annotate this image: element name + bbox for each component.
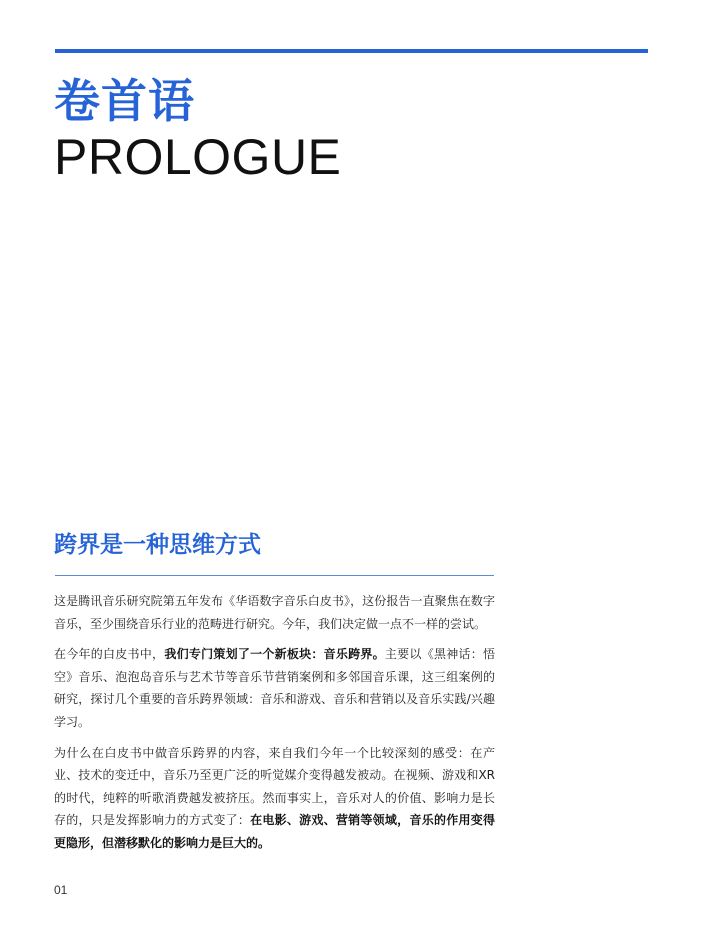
- paragraph-3-text: 为什么在白皮书中做音乐跨界的内容，来自我们今年一个比较深刻的感受：在产业、技术的变迁中，音乐乃至更广泛的听觉媒介变得越发被动。在视频、游戏和XR的时代，纯粹的听歌消费越发被挤压。然而事实上，音乐对人的价值、影响力是长存的，只是发挥影响力的方式变了：: [54, 745, 495, 828]
- page-number: 01: [54, 883, 68, 897]
- section-heading: 跨界是一种思维方式: [54, 532, 261, 558]
- paragraph-3: [54, 742, 495, 855]
- page-title-chinese: 卷首语: [54, 74, 195, 128]
- paragraph-3-emphasis: 在电影、游戏、营销等领域，音乐的作用变得更隐形，但潜移默化的影响力是巨大的。: [54, 813, 495, 850]
- body-text: [54, 590, 495, 863]
- paragraph-2-emphasis: 我们专门策划了一个新板块：音乐跨界。: [164, 647, 385, 662]
- paragraph-1-text: 这是腾讯音乐研究院第五年发布《华语数字音乐白皮书》，这份报告一直聚焦在数字音乐，至少围绕音乐行业的范畴进行研究。今年，我们决定做一点不一样的尝试。: [54, 594, 495, 631]
- paragraph-2-text-cont: 主要以《黑神话：悟空》音乐、泡泡岛音乐与艺术节等音乐节营销案例和多邻国音乐课，这三组案例的研究，探讨几个重要的音乐跨界领域：音乐和游戏、音乐和营销以及音乐实践/兴趣学习。: [54, 647, 495, 729]
- section-divider: [55, 575, 494, 576]
- top-accent-rule: [55, 49, 648, 53]
- page-title-english: PROLOGUE: [54, 129, 342, 185]
- paragraph-2: [54, 643, 495, 733]
- paragraph-2-text: 在今年的白皮书中，: [54, 647, 165, 662]
- paragraph-1: [54, 590, 495, 635]
